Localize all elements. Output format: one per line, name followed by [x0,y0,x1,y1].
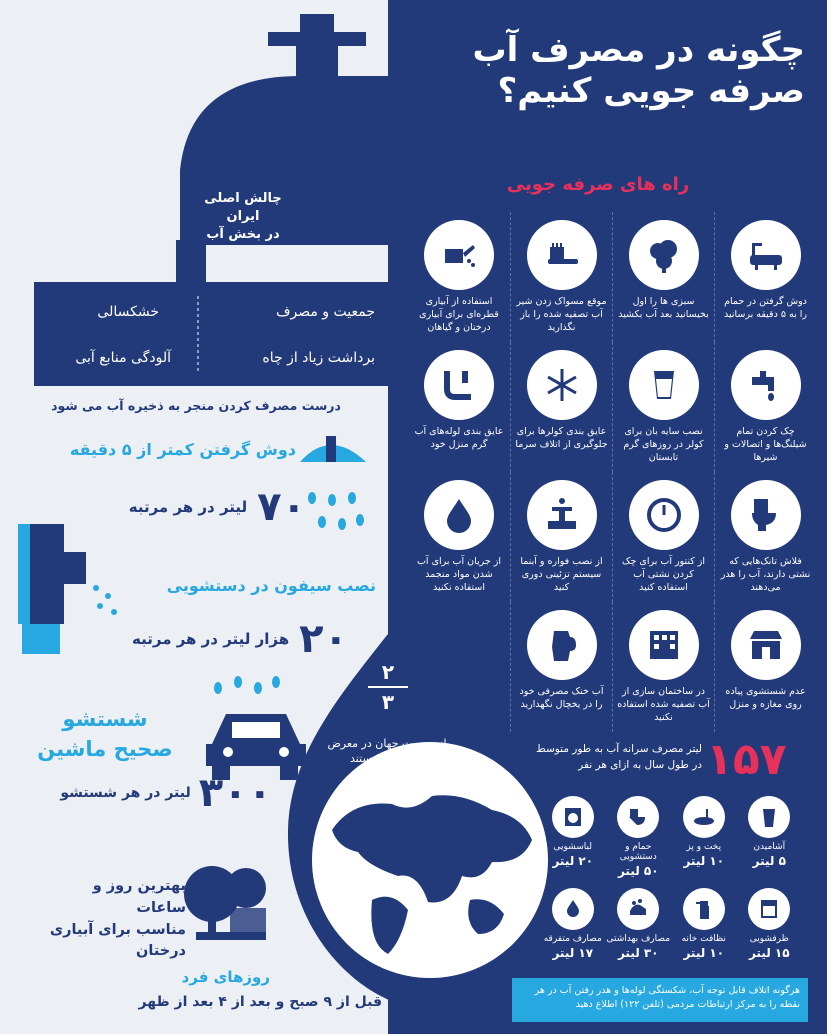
tip-text: از جریان آب برای آب شدن مواد منجمد استفاده نکنید [416,556,502,593]
ratio-caption: از جمعیت جهان در معرض کمبود آب هستند [327,737,447,766]
tips-heading: راه های صرفه جویی [506,174,690,195]
report-leak-note: هرگونه اتلاف قابل توجه آب، شکستگی لوله‌ها و هدر رفتن آب در هر نقطه را به مرکز ارتباطات مردمی (تلفن ۱۲۲) اطلاع دهید [512,978,808,1022]
challenge-item: آلودگی منابع آبی [75,350,171,366]
tip-item [408,472,510,602]
usage-value: ۳۰ لیتر [617,946,659,960]
tip-text: عدم شستشوی پیاده روی مغازه و منزل [725,686,806,710]
tip-item [714,212,816,342]
per-capita-text: لیتر مصرف سرانه آب به طور متوسط در طول سال به ازای هر نفر [535,743,702,771]
irrigation-times: قبل از ۹ صبح و بعد از ۴ بعد از ظهر [138,994,382,1010]
tip-item [714,472,816,602]
usage-item [540,796,606,888]
usage-grid [540,796,802,980]
tip-item [612,212,714,342]
usage-label: حمام و دستشویی [619,842,657,862]
intro-text: درست مصرف کردن منجر به ذخیره آب می شود [51,398,341,413]
drops-icon [552,888,594,930]
jug-icon [527,610,597,680]
usage-label: پخت و پز [686,842,722,852]
tip-item [408,342,510,472]
irrigation-heading [40,876,186,963]
challenge-item: خشکسالی [97,304,159,320]
bathtub-icon [731,220,801,290]
tip-item [714,602,816,732]
car-wash-liters-unit: لیتر در هر شستشو [60,785,191,801]
usage-item [671,888,737,980]
tip-text: فلاش تانک‌هایی که نشتی دارند، آب را هدر می‌دهند [720,556,811,593]
toilet-icon [731,480,801,550]
building-icon [629,610,699,680]
tip-text: عایق بندی کولرها برای جلوگیری از اتلاف سرما [515,426,608,450]
usage-value: ۲۰ لیتر [552,854,594,868]
per-capita-number: ۱۵۷ [706,734,787,785]
page-title [385,30,805,113]
tip-text: نصب سایه بان برای کولر در روزهای گرم تابستان [623,426,704,463]
tip-item [408,212,510,342]
drink-icon [748,796,790,838]
usage-value: ۱۰ لیتر [683,946,725,960]
faucet-icon [731,350,801,420]
ratio-divider [368,686,408,688]
tip-item [510,472,612,602]
irrigation-line-2: مناسب برای آبیاری [49,921,186,938]
usage-label: مصارف بهداشتی [606,934,671,944]
usage-item [737,796,803,888]
car-wash-liters-number: ۳۰۰ [198,770,272,816]
shower-fact-title: دوش گرفتن کمتر از ۵ دقیقه [69,440,296,459]
ratio-denominator: ۳ [381,690,395,714]
shop-icon [731,610,801,680]
usage-value: ۵ لیتر [752,854,786,868]
fountain-icon [527,480,597,550]
siphon-liters-unit: هزار لیتر در هر مرتبه [132,630,290,648]
usage-label: لباسشویی [553,842,592,852]
handwash-icon [617,888,659,930]
tip-text: آب خنک مصرفی خود را در یخچال نگهدارید [519,686,604,710]
irrigation-days: روزهای فرد [181,968,270,986]
tip-item [612,342,714,472]
snowflake-icon [527,350,597,420]
challenge-title-line-1: چالش اصلی ایران [204,191,282,225]
tip-item [510,212,612,342]
usage-label: مصارف متفرقه [543,934,602,944]
toilet-bath-icon [617,796,659,838]
usage-label: آشامیدن [753,842,786,852]
usage-label: نظافت خانه [681,934,726,944]
ratio-numerator: ۲ [381,660,395,684]
glass-icon [629,350,699,420]
challenge-title-line-2: در بخش آب [206,227,280,243]
siphon-liters-number: ۲۰ [299,616,348,662]
washing-machine-icon [552,796,594,838]
tip-text: از کنتور آب برای چک کردن نشتی آب استفاده کنید [622,556,705,593]
irrigation-line-1: بهترین روز و ساعات [92,878,186,916]
usage-value: ۱۰ لیتر [683,854,725,868]
tips-grid [408,212,816,732]
tip-text: موقع مسواک زدن شیر آب تصفیه شده را باز نگذارید [516,296,607,333]
tip-item [714,342,816,472]
shower-liters-number: ۷۰ [257,484,306,530]
challenge-item: برداشت زیاد از چاه [262,350,375,366]
car-wash-title-line-1: شستشو [62,707,148,731]
water-meter-icon [629,480,699,550]
vegetables-icon [629,220,699,290]
watering-can-icon [424,220,494,290]
usage-label: ظرفشویی [749,934,789,944]
pipes-icon [424,350,494,420]
water-drop-icon [424,480,494,550]
car-wash-fact-value [42,770,272,816]
tip-text: از نصب فواره و آبنما سیستم تزئینی دوری کنید [520,556,603,593]
tip-text: چک کردن تمام شیلنگ‌ها و اتصالات و شیرها [724,426,807,463]
title-line-1: چگونه در مصرف آب [472,30,805,70]
usage-item [606,796,672,888]
car-wash-fact-title [30,704,180,765]
siphon-fact-value [118,616,348,662]
cooking-icon [683,796,725,838]
usage-item [540,888,606,980]
challenge-item: جمعیت و مصرف [275,304,375,320]
siphon-fact-title: نصب سیفون در دستشویی [166,576,376,595]
title-line-2: صرفه جویی کنیم؟ [497,71,805,112]
irrigation-line-3: درختان [136,943,186,960]
spray-bottle-icon [683,888,725,930]
tip-item [612,602,714,732]
tip-text: عایق بندی لوله‌های آب گرم منزل خود [414,426,504,450]
usage-value: ۱۵ لیتر [748,946,790,960]
usage-item [671,796,737,888]
tip-item [510,342,612,472]
shower-fact-value [96,484,306,530]
dishwasher-icon [748,888,790,930]
usage-value: ۱۷ لیتر [552,946,594,960]
usage-item [737,888,803,980]
tip-text: استفاده از آبیاری قطره‌ای برای آبیاری درختان و گیاهان [419,296,499,333]
shower-liters-unit: لیتر در هر مرتبه [128,498,248,516]
tip-item [612,472,714,602]
toothbrush-icon [527,220,597,290]
usage-item [606,888,672,980]
tip-text: سبزی ها را اول بخیسانید بعد آب بکشید [618,296,709,320]
tip-text: دوش گرفتن در حمام را به ۵ دقیقه برسانید [724,296,807,320]
usage-value: ۵۰ لیتر [617,864,659,878]
tip-text: در ساختمان سازی از آب تصفیه شده استفاده نکنید [617,686,710,723]
challenge-title [188,190,298,245]
tip-item [510,602,612,732]
car-wash-title-line-2: صحیح ماشین [37,737,173,762]
